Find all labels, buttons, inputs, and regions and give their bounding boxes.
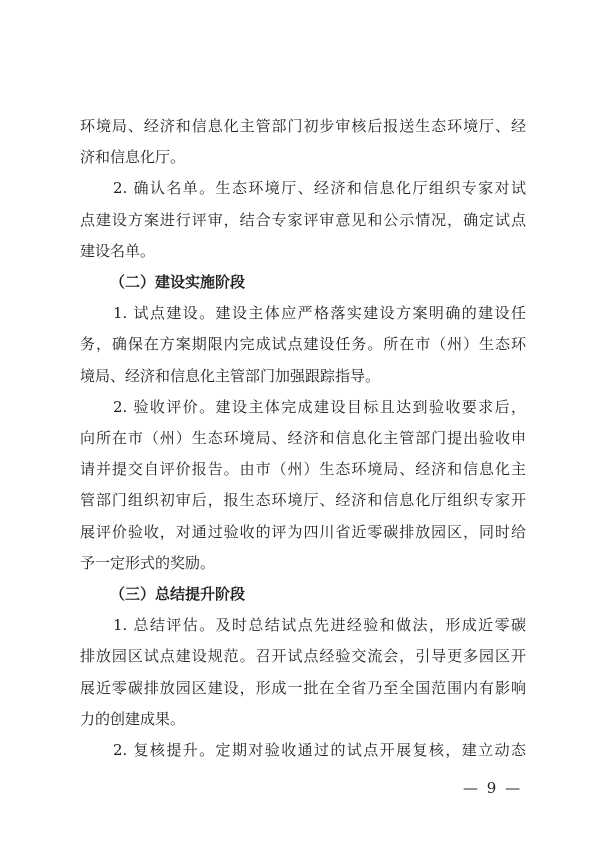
text-line: 2. 复核提升。定期对验收通过的试点开展复核，建立动态 [113, 741, 526, 760]
text-line: 环境局、经济和信息化主管部门初步审核后报送生态环境厅、经 [80, 117, 526, 135]
text-line: 予一定形式的奖励。 [80, 553, 216, 572]
text-line: 向所在市（州）生态环境局、经济和信息化主管部门提出验收申 [80, 429, 526, 448]
text-line: 点建设方案进行评审，结合专家评审意见和公示情况，确定试点 [80, 210, 526, 229]
text-line: 管部门组织初审后，报生态环境厅、经济和信息化厅组织专家开 [80, 491, 526, 510]
text-line: 济和信息化厅。 [80, 148, 186, 167]
paragraph [80, 392, 526, 579]
text-line: 排放园区试点建设规范。召开试点经验交流会，引导更多园区开 [80, 647, 526, 666]
text-line: 2. 确认名单。生态环境厅、经济和信息化厅组织专家对试 [113, 179, 526, 198]
text-line: 请并提交自评价报告。由市（州）生态环境局、经济和信息化主 [80, 460, 526, 479]
text-line: 1. 总结评估。及时总结试点先进经验和做法，形成近零碳 [113, 616, 526, 635]
paragraph [80, 298, 526, 392]
text-line: 展评价验收，对通过验收的评为四川省近零碳排放园区，同时给 [80, 522, 526, 541]
text-line: 建设名单。 [80, 241, 156, 260]
text-line: 务，确保在方案期限内完成试点建设任务。所在市（州）生态环 [80, 335, 526, 354]
page-number: — 9 — [463, 779, 523, 797]
paragraph [80, 173, 526, 267]
paragraph [80, 610, 526, 735]
text-line: 力的创建成果。 [80, 709, 186, 728]
section-heading: （三）总结提升阶段 [110, 585, 246, 604]
document-body [80, 111, 526, 766]
paragraph [80, 735, 526, 766]
section-heading: （二）建设实施阶段 [110, 273, 246, 292]
text-line: 1. 试点建设。建设主体应严格落实建设方案明确的建设任 [113, 304, 526, 323]
paragraph [80, 111, 526, 173]
text-line: 2. 验收评价。建设主体完成建设目标且达到验收要求后， [113, 397, 526, 416]
text-line: 展近零碳排放园区建设，形成一批在全省乃至全国范围内有影响 [80, 678, 526, 697]
text-line: 境局、经济和信息化主管部门加强跟踪指导。 [80, 366, 381, 385]
